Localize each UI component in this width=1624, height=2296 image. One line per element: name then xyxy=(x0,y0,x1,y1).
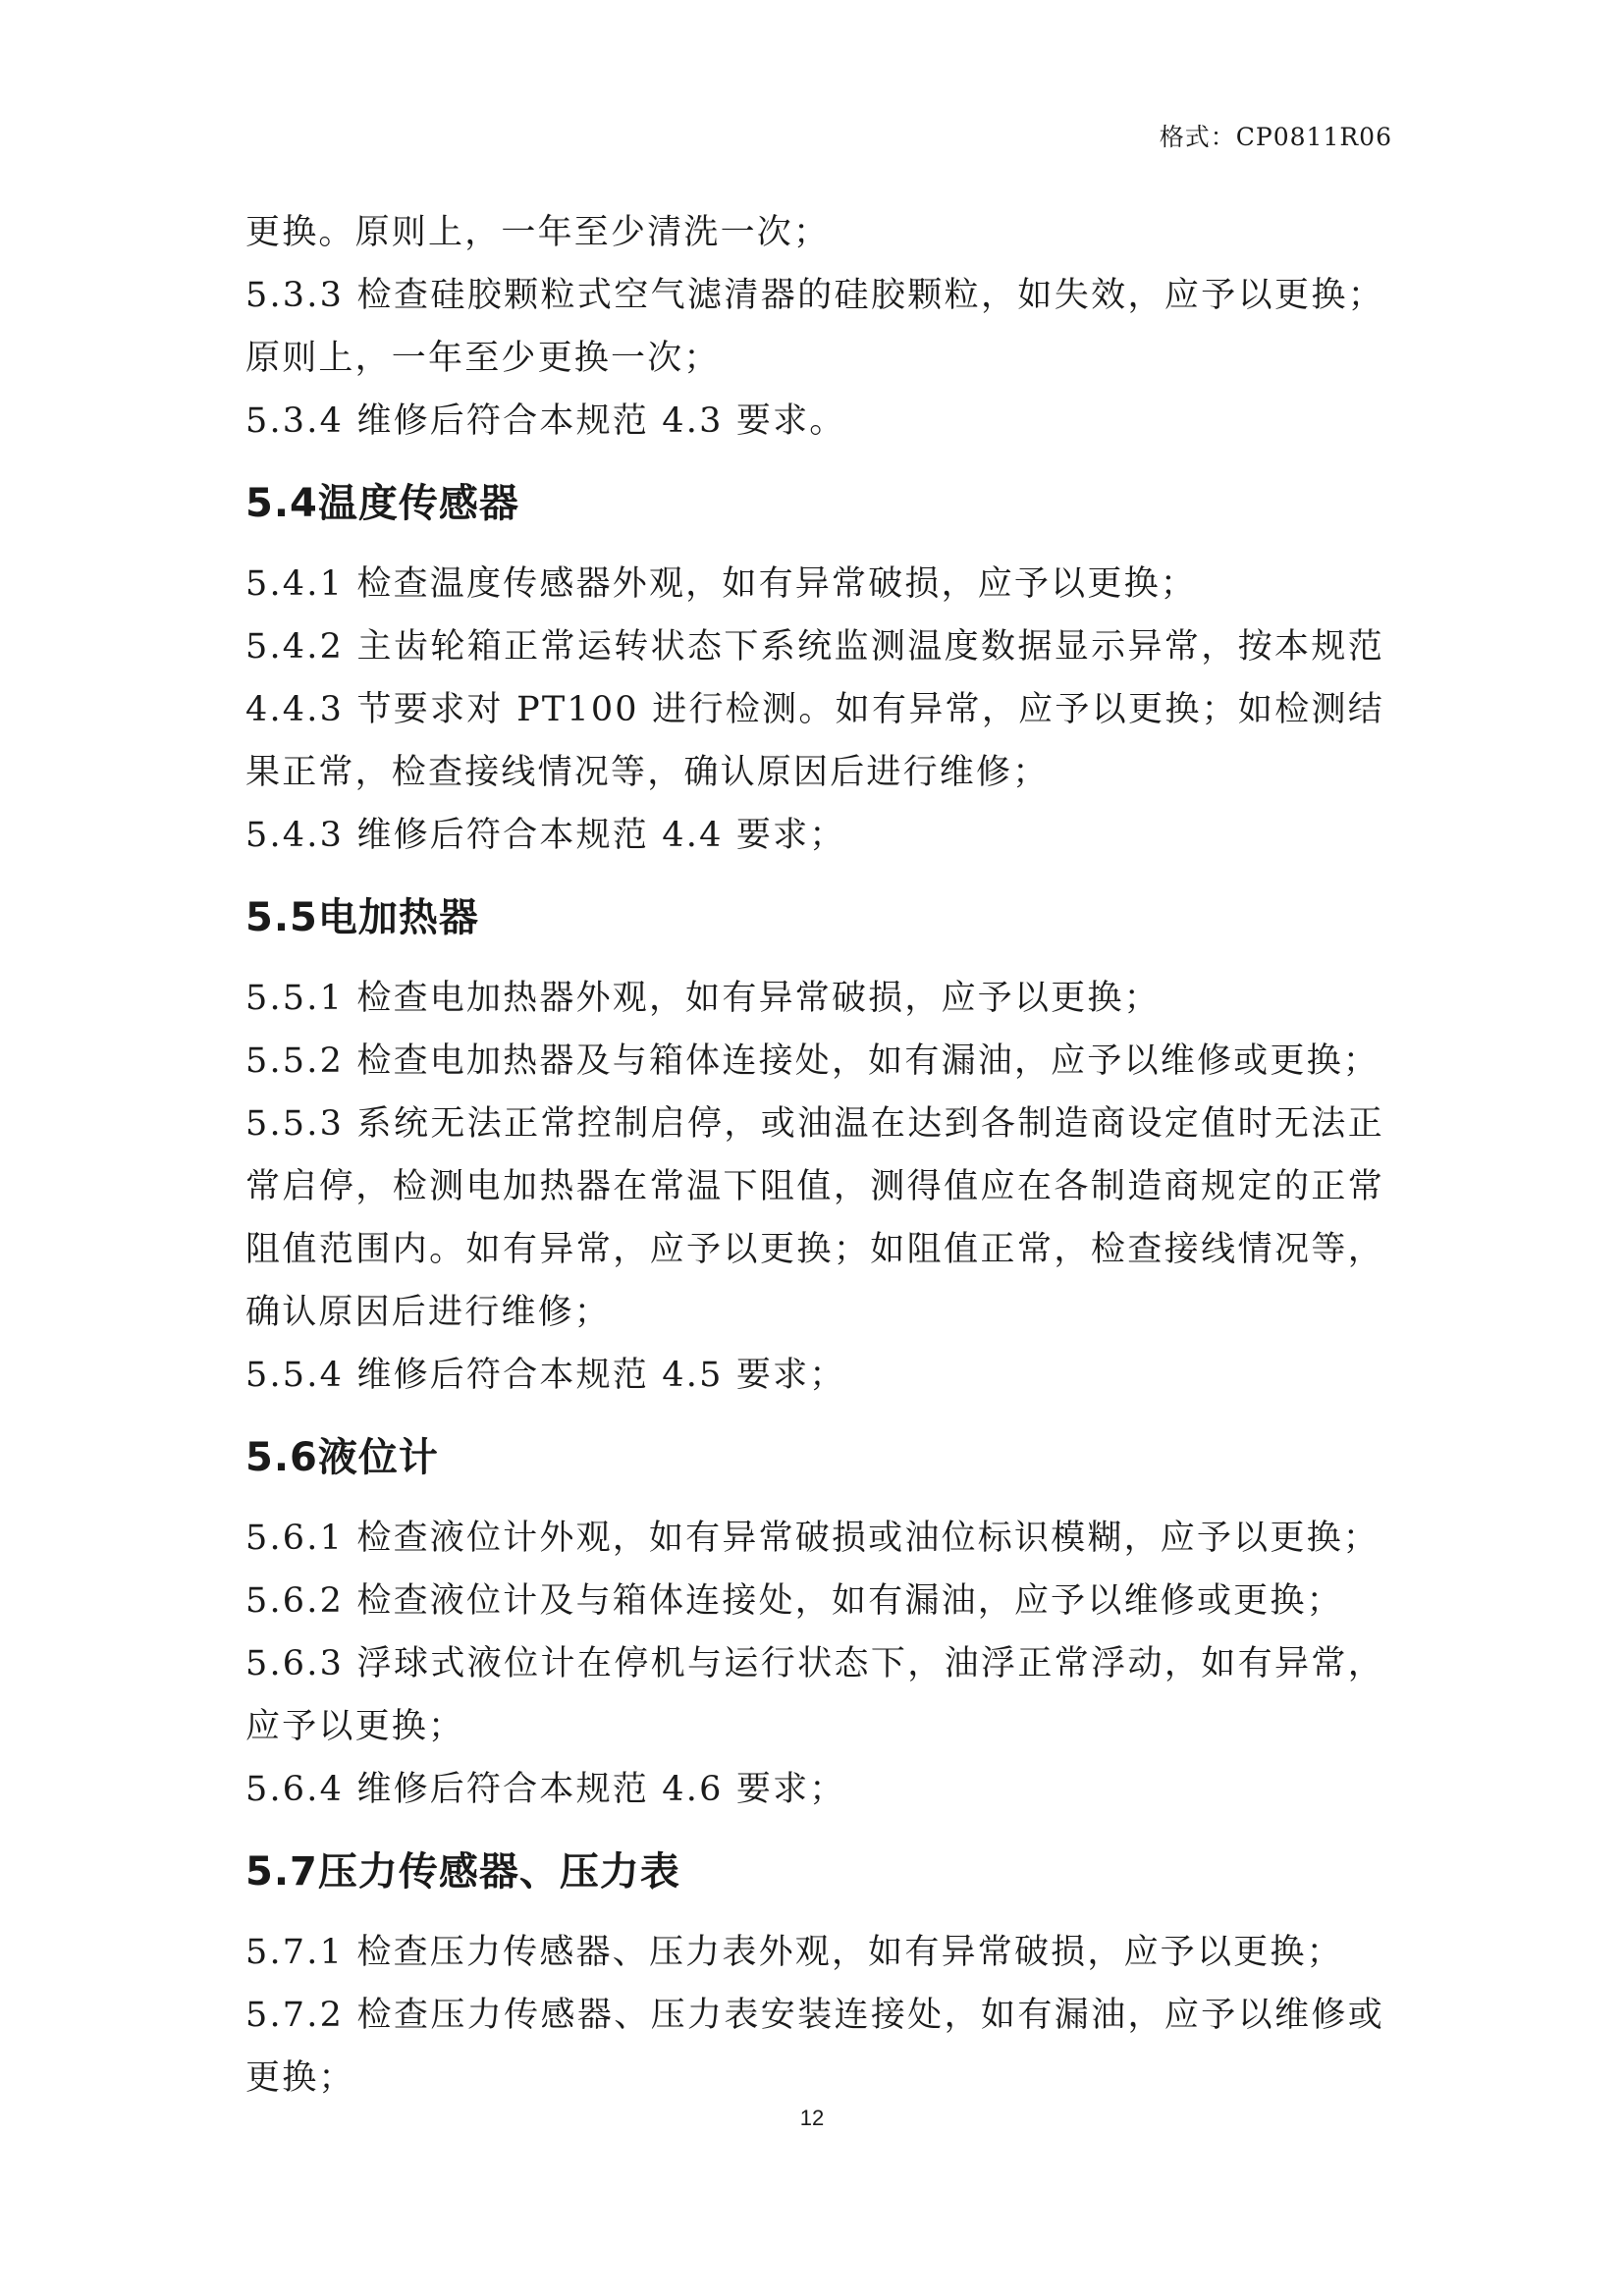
paragraph-5-4-1: 5.4.1 检查温度传感器外观，如有异常破损，应予以更换； xyxy=(245,564,1197,604)
paragraph-5-6-1: 5.6.1 检查液位计外观，如有异常破损或油位标识模糊，应予以更换； xyxy=(245,1519,1380,1558)
section-heading-5-5: 5.5电加热器 xyxy=(245,895,479,940)
paragraph-5-4-2: 5.4.2 主齿轮箱正常运转状态下系统监测温度数据显示异常，按本规范 4.4.3 节要求对 PT100 进行检测。如有异常，应予以更换；如检测结果正常，检查接线情况等，确认原因后进行维修； xyxy=(245,627,1384,792)
section-heading-5-7: 5.7压力传感器、压力表 xyxy=(245,1849,680,1895)
paragraph-5-6-4: 5.6.4 维修后符合本规范 4.6 要求； xyxy=(245,1770,846,1809)
paragraph-5-7-1: 5.7.1 检查压力传感器、压力表外观，如有异常破损，应予以更换； xyxy=(245,1933,1343,1972)
paragraph-5-5-1: 5.5.1 检查电加热器外观，如有异常破损，应予以更换； xyxy=(245,979,1161,1018)
paragraph-5-6-2: 5.6.2 检查液位计及与箱体连接处，如有漏油，应予以维修或更换； xyxy=(245,1581,1343,1621)
paragraph-5-3-3: 5.3.3 检查硅胶颗粒式空气滤清器的硅胶颗粒，如失效，应予以更换；原则上，一年至少更换一次； xyxy=(245,276,1384,378)
page-number: 12 xyxy=(799,2106,825,2130)
section-heading-5-6: 5.6液位计 xyxy=(245,1435,439,1480)
paragraph-5-5-2: 5.5.2 检查电加热器及与箱体连接处，如有漏油，应予以维修或更换； xyxy=(245,1041,1380,1081)
paragraph-5-7-2: 5.7.2 检查压力传感器、压力表安装连接处，如有漏油，应予以维修或更换； xyxy=(245,1996,1384,2098)
paragraph-5-5-3: 5.5.3 系统无法正常控制启停，或油温在达到各制造商设定值时无法正常启停，检测电加热器在常温下阻值，测得值应在各制造商规定的正常阻值范围内。如有异常，应予以更换；如阻值正常，检查接线情况等，确认原因后进行维修； xyxy=(245,1104,1384,1332)
paragraph-5-5-4: 5.5.4 维修后符合本规范 4.5 要求； xyxy=(245,1356,846,1395)
document-format-code: 格式：CP0811R06 xyxy=(1159,123,1392,151)
paragraph-5-6-3: 5.6.3 浮球式液位计在停机与运行状态下，油浮正常浮动，如有异常，应予以更换； xyxy=(245,1644,1384,1746)
paragraph-5-4-3: 5.4.3 维修后符合本规范 4.4 要求； xyxy=(245,816,846,855)
paragraph-5-3-4: 5.3.4 维修后符合本规范 4.3 要求。 xyxy=(245,401,846,441)
section-heading-5-4: 5.4温度传感器 xyxy=(245,481,519,526)
document-body xyxy=(245,201,1384,2109)
paragraph-5-3-2-continued: 更换。原则上，一年至少清洗一次； xyxy=(245,213,831,252)
